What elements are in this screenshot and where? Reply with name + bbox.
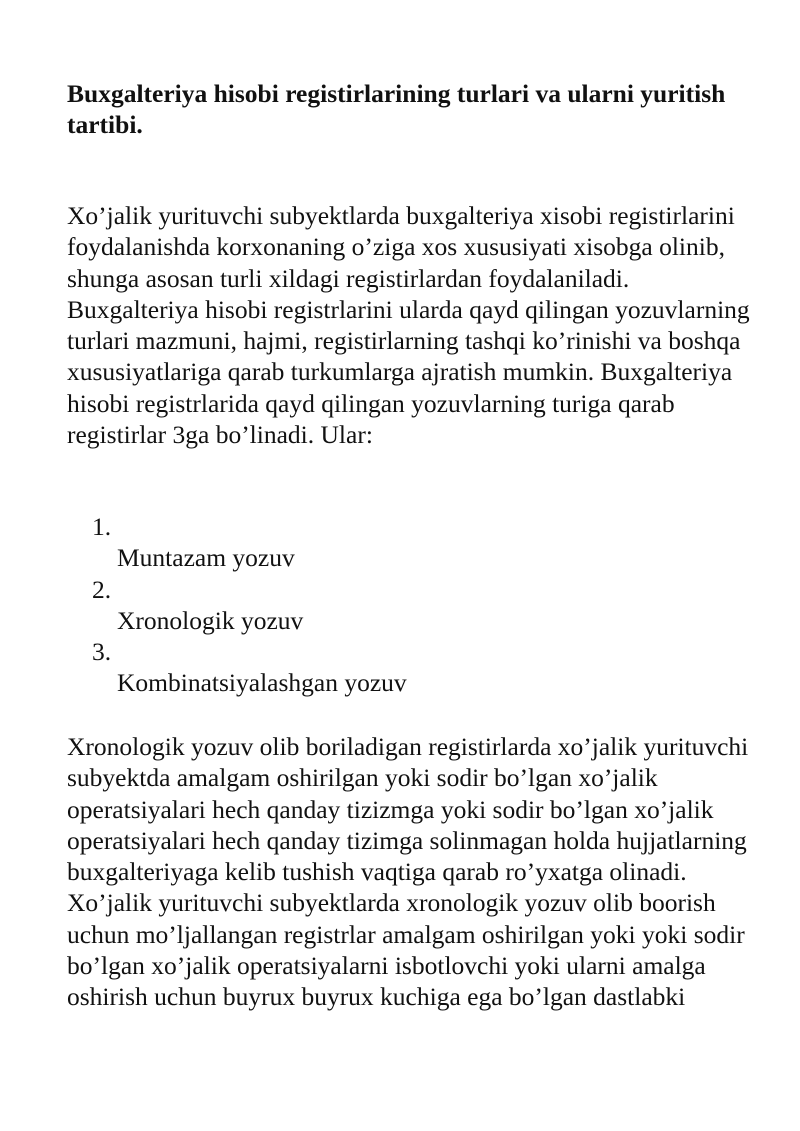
chronological-paragraph: Xronologik yozuv olib boriladigan registirlarda xo’jalik yurituvchi subyektda amalgam oshirilgan yoki sodir bo’lgan xo’jalik operatsiyalari hech qanday tizizmga yoki sodir bo’lgan xo’jalik operatsiyalari hech qanday tizimga solinmagan holda hujjatlarning buxgalteriyaga kelib tushish vaqtiga qarab ro’yxatga olinadi. Xo’jalik yurituvchi subyektlarda xronologik yozuv olib boorish uchun mo’ljallangan registrlar amalgam oshirilgan yoki yoki sodir bo’lgan xo’jalik operatsiyalarni isbotlovchi yoki ularni amalga oshirish uchun buyrux buyrux kuchiga ega bo’lgan dastlabki	[67, 732, 749, 1012]
list-item-number: 1.	[92, 512, 112, 541]
list-item-text: Muntazam yozuv	[117, 543, 295, 573]
register-types-list	[0, 511, 800, 699]
list-item	[0, 511, 800, 574]
list-item	[0, 636, 800, 699]
list-item	[0, 574, 800, 637]
list-item-number: 2.	[92, 574, 112, 604]
document-title: Buxgalteriya hisobi registirlarining turlari va ularni yuritish tartibi.	[67, 79, 726, 139]
list-item-text: Xronologik yozuv	[117, 605, 304, 635]
intro-paragraph: Xo’jalik yurituvchi subyektlarda buxgalteriya xisobi registirlarini foydalanishda korxonaning o’ziga xos xususiyati xisobga olinib, shunga asosan turli xildagi registirlardan foydalaniladi. Buxgalteriya hisobi registrlarini ularda qayd qilingan yozuvlarning turlari mazmuni, hajmi, registirlarning tashqi ko’rinishi va boshqa xususiyatlariga qarab turkumlarga ajratish mumkin. Buxgalteriya hisobi registrlarida qayd qilingan yozuvlarning turiga qarab registirlar 3ga bo’linadi. Ular:	[67, 201, 750, 450]
list-item-number: 3.	[92, 637, 112, 667]
list-item-text: Kombinatsiyalashgan yozuv	[117, 668, 407, 698]
